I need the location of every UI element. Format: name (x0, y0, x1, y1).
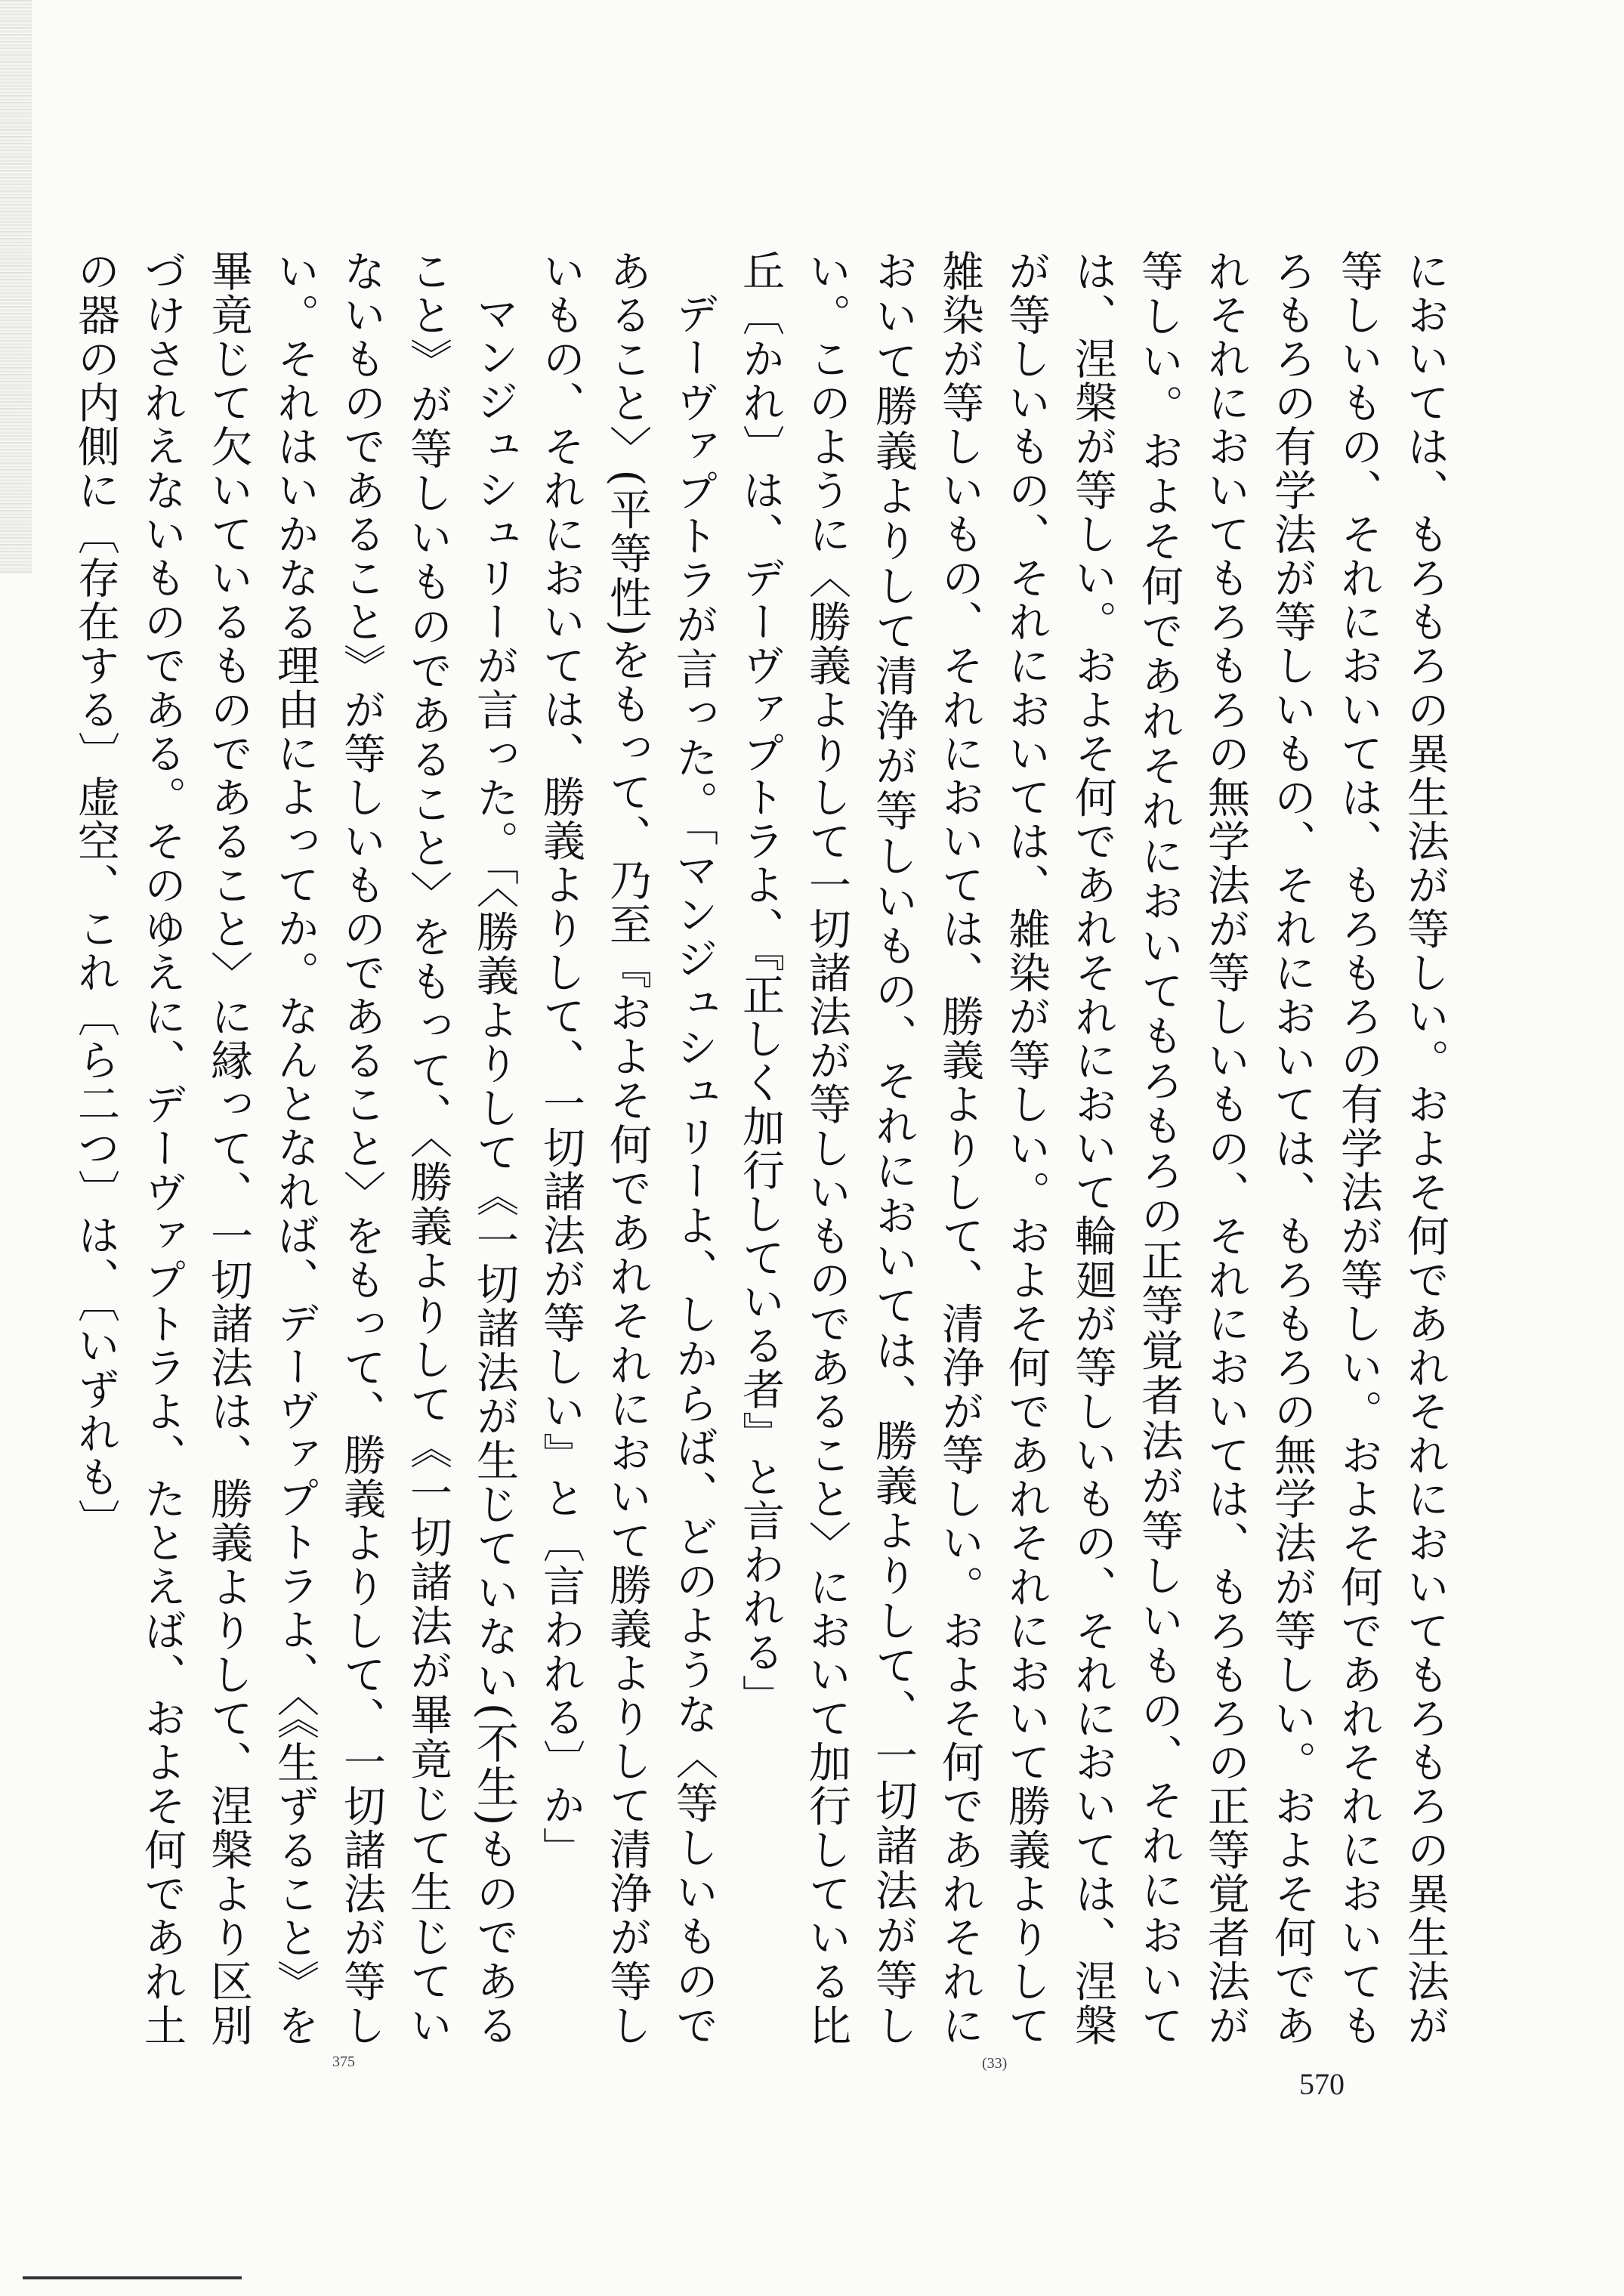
bottom-rule (23, 2276, 242, 2279)
scan-edge-artifact (0, 0, 32, 574)
paragraph-1: においては、もろもろの異生法が等しい。およそ何であれそれにおいてもろもろの異生法が等しいもの、それにおいては、もろもろの有学法が等しい。およそ何であれそれにおいてもろもろの有学法が等しいもの、それにおいては、もろもろの無学法が等しい。およそ何であれそれにおいてもろもろの無学法が等しいもの、それにおいては、もろもろの正等覚者法が等しい。およそ何であれそれにおいてもろもろの正等覚者法が等しいもの、それにおいては、涅槃が等しい。およそ何であれそれにおいて輪廻が等しいもの、それにおいては、涅槃が等しいもの、それにおいては、雑染が等しい。およそ何であれそれにおいて勝義よりして雑染が等しいもの、それにおいては、勝義よりして、清浄が等しい。およそ何であれそれにおいて勝義よりして清浄が等しいもの、それにおいては、勝義よりして、一切諸法が等しい。このように〈勝義よりして一切諸法が等しいものであること〉において加行している比丘〔かれ〕は、デーヴァプトラよ、『正しく加行している者』と言われる」 (736, 249, 1450, 2048)
footnote-mark: 375 (332, 2053, 355, 2070)
paragraph-3: マンジュシュリーが言った。「〈勝義よりして《一切諸法が生じていない(不生)ものであること》が等しいものであること〉をもって、〈勝義よりして《一切諸法が畢竟じて生じていないものであること》が等しいものであること〉をもって、勝義よりして、一切諸法が等しい。それはいかなる理由によってか。なんとなれば、デーヴァプトラよ、〈《生ずること》を畢竟じて欠いているものであること〉に縁って、一切諸法は、勝義よりして、涅槃より区別づけされえないものである。そのゆえに、デーヴァプトラよ、たとえば、およそ何であれ土の器の内側に〔存在する〕虚空、これ〔ら二つ〕は、〔いずれも〕 (71, 249, 519, 2048)
vertical-text-body (71, 249, 1458, 2048)
paragraph-2: デーヴァプトラが言った。「マンジュシュリーよ、しからば、どのような〈等しいものであること〉(平等性)をもって、乃至『およそ何であれそれにおいて勝義よりして清浄が等しいもの、それにおいては、勝義よりして、一切諸法が等しい』と〔言われる〕か」 (536, 249, 718, 2047)
footnote-mark: (33) (982, 2055, 1008, 2072)
page-number: 570 (1299, 2067, 1345, 2101)
